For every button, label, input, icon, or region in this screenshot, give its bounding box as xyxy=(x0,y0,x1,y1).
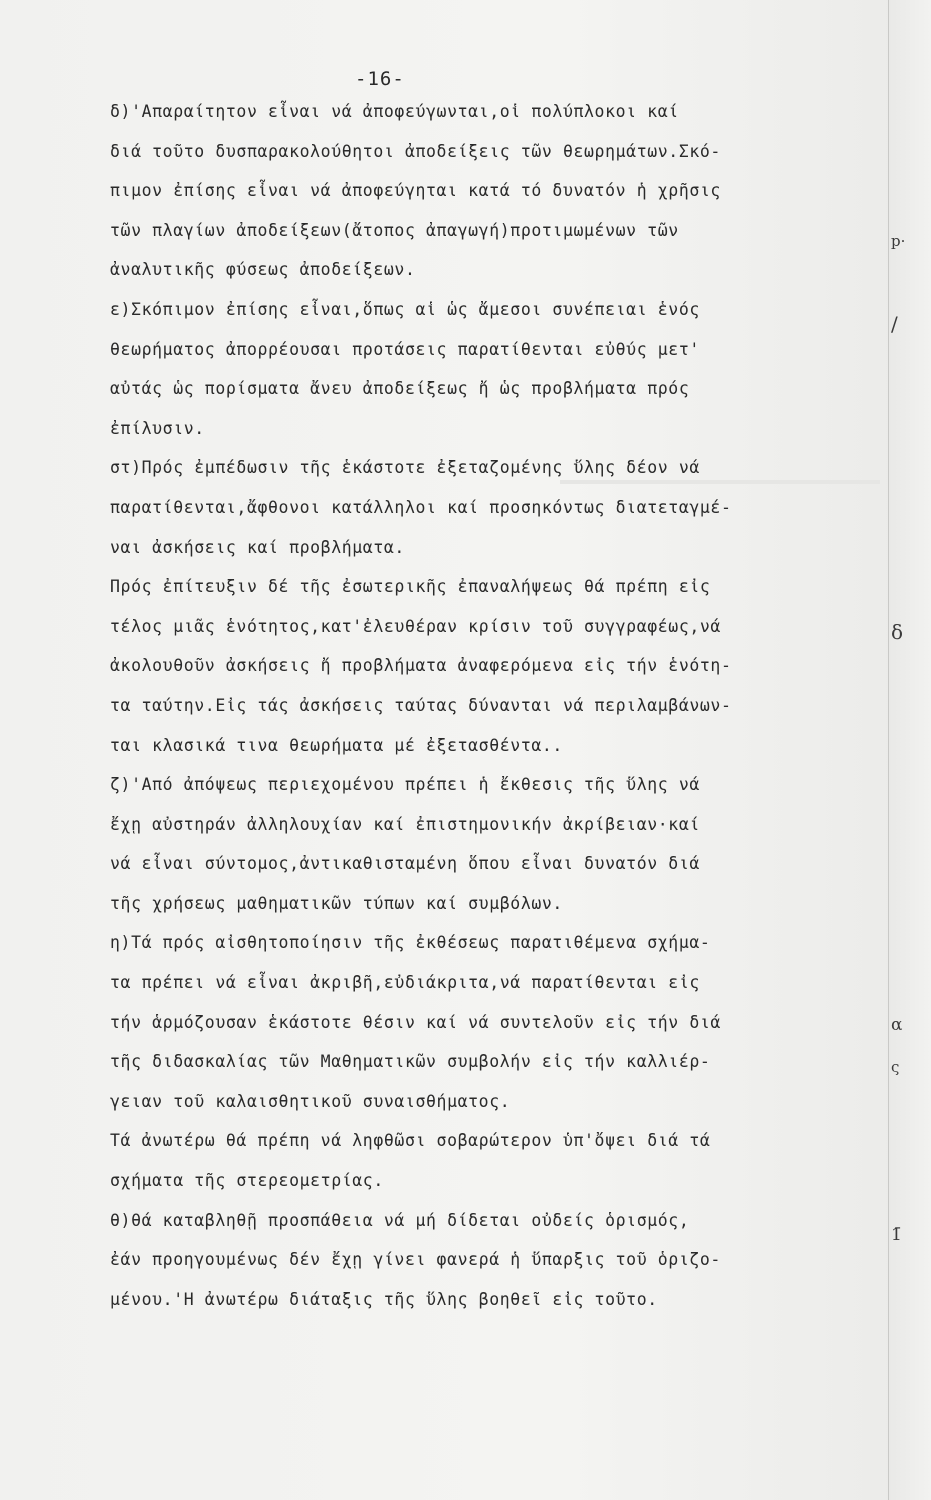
text-line: ται κλασικά τινα θεωρήματα μέ ἐξετασθέντα.. xyxy=(110,735,563,755)
text-line: τῆς διδασκαλίας τῶν Μαθηματικῶν συμβολήν εἰς τήν καλλιέρ- xyxy=(110,1052,711,1072)
text-line: Πρός ἐπίτευξιν δέ τῆς ἐσωτερικῆς ἐπαναλήψεως θά πρέπη εἰς xyxy=(110,577,711,597)
text-line: τα ταύτην.Εἰς τάς ἀσκήσεις ταύτας δύνανται νά περιλαμβάνων- xyxy=(110,695,732,715)
page-number: -16- xyxy=(355,68,405,90)
text-line: νά εἶναι σύντομος,ἀντικαθισταμένη ὅπου εἶναι δυνατόν διά xyxy=(110,854,700,874)
text-line: τῶν πλαγίων ἀποδείξεων(ἄτοπος ἀπαγωγή)προτιμωμένων τῶν xyxy=(110,220,679,240)
text-line: ἀκολουθοῦν ἀσκήσεις ἤ προβλήματα ἀναφερόμενα εἰς τήν ἑνότη- xyxy=(110,656,732,676)
text-line: τήν ἁρμόζουσαν ἑκάστοτε θέσιν καί νά συντελοῦν εἰς τήν διά xyxy=(110,1012,721,1032)
text-line: στ)Πρός ἐμπέδωσιν τῆς ἑκάστοτε ἐξεταζομένης ὕλης δέον νά xyxy=(110,458,700,478)
underlying-page-edge xyxy=(888,0,931,1500)
text-line: τέλος μιᾶς ἑνότητος,κατ'ἐλευθέραν κρίσιν τοῦ συγγραφέως,νά xyxy=(110,616,721,636)
text-line: πιμον ἐπίσης εἶναι νά ἀποφεύγηται κατά τό δυνατόν ἡ χρῆσις xyxy=(110,181,721,201)
text-line: η)Τά πρός αἰσθητοποίησιν τῆς ἐκθέσεως παρατιθέμενα σχήμα- xyxy=(110,933,711,953)
text-line: αὐτάς ὡς πορίσματα ἄνευ ἀποδείξεως ἤ ὡς προβλήματα πρός xyxy=(110,379,690,399)
text-line: ἀναλυτικῆς φύσεως ἀποδείξεων. xyxy=(110,260,416,280)
text-line: τῆς χρήσεως μαθηματικῶν τύπων καί συμβόλων. xyxy=(110,893,563,913)
text-line: ζ)'Από ἀπόψεως περιεχομένου πρέπει ἡ ἔκθεσις τῆς ὕλης νά xyxy=(110,775,700,795)
margin-mark: 1̄ xyxy=(891,1225,902,1245)
document-body xyxy=(110,92,875,1319)
margin-mark: δ xyxy=(891,620,904,644)
text-line: θ)θά καταβληθῇ προσπάθεια νά μή δίδεται οὐδείς ὁρισμός, xyxy=(110,1210,690,1230)
text-line: παρατίθενται,ἄφθονοι κατάλληλοι καί προσηκόντως διατεταγμέ- xyxy=(110,497,732,517)
text-line: Τά ἀνωτέρω θά πρέπη νά ληφθῶσι σοβαρώτερον ὑπ'ὄψει διά τά xyxy=(110,1131,711,1151)
text-line: ἔχῃ αὐστηράν ἀλληλουχίαν καί ἐπιστημονικήν ἀκρίβειαν·καί xyxy=(110,814,700,834)
margin-mark: p· xyxy=(891,232,906,250)
text-line: δ)'Απαραίτητον εἶναι νά ἀποφεύγωνται,οἱ πολύπλοκοι καί xyxy=(110,102,679,121)
text-line: διά τοῦτο δυσπαρακολούθητοι ἀποδείξεις τῶν θεωρημάτων.Σκό- xyxy=(110,141,721,161)
margin-mark: α xyxy=(891,1015,903,1035)
text-line: ε)Σκόπιμον ἐπίσης εἶναι,ὅπως αἱ ὡς ἄμεσοι συνέπειαι ἑνός xyxy=(110,299,700,319)
text-line: θεωρήματος ἀπορρέουσαι προτάσεις παρατίθενται εὐθύς μετ' xyxy=(110,339,700,359)
text-line: σχήματα τῆς στερεομετρίας. xyxy=(110,1171,384,1191)
text-line: τα πρέπει νά εἶναι ἀκριβῆ,εὐδιάκριτα,νά παρατίθενται εἰς xyxy=(110,973,700,993)
text-line: ἐπίλυσιν. xyxy=(110,418,205,438)
margin-mark: ς xyxy=(891,1058,900,1076)
margin-mark: / xyxy=(891,312,898,336)
text-line: γειαν τοῦ καλαισθητικοῦ συναισθήματος. xyxy=(110,1091,511,1111)
text-line: μένου.'Η ἀνωτέρω διάταξις τῆς ὕλης βοηθεῖ εἰς τοῦτο. xyxy=(110,1289,658,1309)
text-line: ναι ἀσκήσεις καί προβλήματα. xyxy=(110,537,405,557)
text-line: ἐάν προηγουμένως δέν ἔχῃ γίνει φανερά ἡ ὕπαρξις τοῦ ὁριζο- xyxy=(110,1250,721,1270)
